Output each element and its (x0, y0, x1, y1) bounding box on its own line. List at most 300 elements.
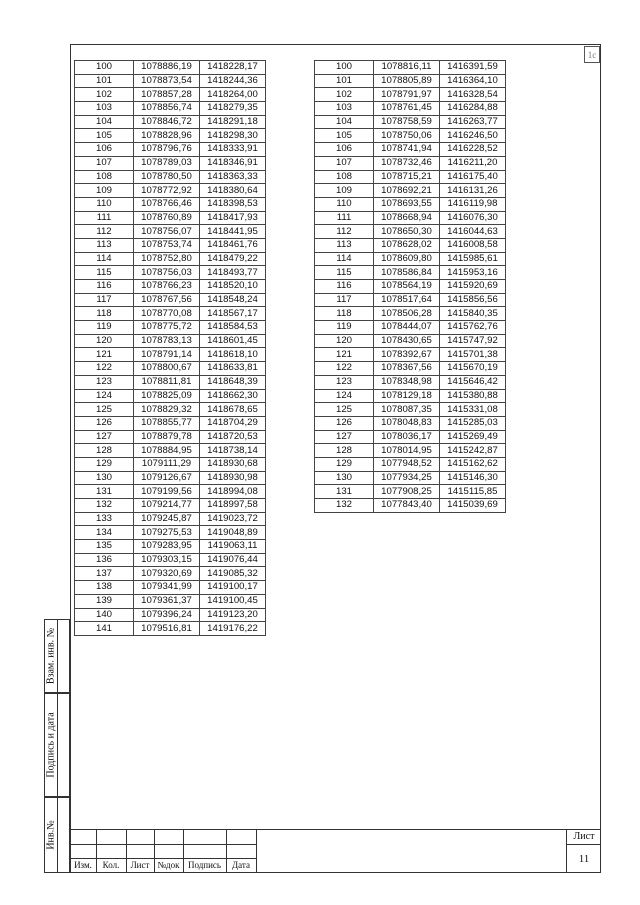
x-coordinate-cell: 1078750,06 (374, 129, 440, 143)
table-row (75, 512, 266, 526)
y-coordinate-cell: 1418398,53 (200, 197, 266, 211)
y-coordinate-cell: 1416284,88 (440, 102, 506, 116)
table-row (315, 444, 506, 458)
table-row (315, 457, 506, 471)
point-number-cell: 108 (315, 170, 374, 184)
y-coordinate-cell: 1416364,10 (440, 74, 506, 88)
point-number-cell: 136 (75, 553, 134, 567)
point-number-cell: 106 (75, 143, 134, 157)
y-coordinate-cell: 1418441,95 (200, 225, 266, 239)
y-coordinate-cell: 1415747,92 (440, 334, 506, 348)
table-row (75, 581, 266, 595)
point-number-cell: 114 (75, 252, 134, 266)
y-coordinate-cell: 1418704,29 (200, 416, 266, 430)
y-coordinate-cell: 1419076,44 (200, 553, 266, 567)
x-coordinate-cell: 1079303,15 (134, 553, 200, 567)
point-number-cell: 130 (315, 471, 374, 485)
y-coordinate-cell: 1415146,30 (440, 471, 506, 485)
x-coordinate-cell: 1078829,32 (134, 403, 200, 417)
coordinates-table-right (314, 60, 506, 513)
x-coordinate-cell: 1079199,56 (134, 485, 200, 499)
point-number-cell: 134 (75, 526, 134, 540)
y-coordinate-cell: 1418279,35 (200, 102, 266, 116)
point-number-cell: 123 (315, 375, 374, 389)
x-coordinate-cell: 1078780,50 (134, 170, 200, 184)
table-row (315, 362, 506, 376)
table-row (315, 471, 506, 485)
x-coordinate-cell: 1078846,72 (134, 115, 200, 129)
y-coordinate-cell: 1418228,17 (200, 61, 266, 75)
point-number-cell: 129 (315, 457, 374, 471)
table-row (75, 499, 266, 513)
y-coordinate-cell: 1418298,30 (200, 129, 266, 143)
x-coordinate-cell: 1078732,46 (374, 156, 440, 170)
y-coordinate-cell: 1415162,62 (440, 457, 506, 471)
y-coordinate-cell: 1416228,52 (440, 143, 506, 157)
x-coordinate-cell: 1078766,23 (134, 280, 200, 294)
y-coordinate-cell: 1416246,50 (440, 129, 506, 143)
x-coordinate-cell: 1078014,95 (374, 444, 440, 458)
table-row (315, 156, 506, 170)
x-coordinate-cell: 1079111,29 (134, 457, 200, 471)
y-coordinate-cell: 1418363,33 (200, 170, 266, 184)
x-coordinate-cell: 1078753,74 (134, 238, 200, 252)
y-coordinate-cell: 1419085,32 (200, 567, 266, 581)
point-number-cell: 119 (315, 321, 374, 335)
y-coordinate-cell: 1418291,18 (200, 115, 266, 129)
y-coordinate-cell: 1418738,14 (200, 444, 266, 458)
y-coordinate-cell: 1418930,98 (200, 471, 266, 485)
y-coordinate-cell: 1416076,30 (440, 211, 506, 225)
point-number-cell: 124 (75, 389, 134, 403)
y-coordinate-cell: 1418461,76 (200, 238, 266, 252)
x-coordinate-cell: 1078087,35 (374, 403, 440, 417)
point-number-cell: 109 (315, 184, 374, 198)
point-number-cell: 115 (315, 266, 374, 280)
point-number-cell: 116 (315, 280, 374, 294)
point-number-cell: 118 (315, 307, 374, 321)
x-coordinate-cell: 1079320,69 (134, 567, 200, 581)
point-number-cell: 114 (315, 252, 374, 266)
point-number-cell: 124 (315, 389, 374, 403)
table-row (315, 61, 506, 75)
y-coordinate-cell: 1416131,26 (440, 184, 506, 198)
x-coordinate-cell: 1079126,67 (134, 471, 200, 485)
point-number-cell: 126 (315, 416, 374, 430)
x-coordinate-cell: 1078506,28 (374, 307, 440, 321)
x-coordinate-cell: 1078693,55 (374, 197, 440, 211)
y-coordinate-cell: 1419100,17 (200, 581, 266, 595)
x-coordinate-cell: 1078766,46 (134, 197, 200, 211)
table-row (75, 567, 266, 581)
table-row (315, 74, 506, 88)
y-coordinate-cell: 1415920,69 (440, 280, 506, 294)
point-number-cell: 101 (315, 74, 374, 88)
table-row (75, 115, 266, 129)
point-number-cell: 119 (75, 321, 134, 335)
table-row (75, 416, 266, 430)
point-number-cell: 100 (75, 61, 134, 75)
x-coordinate-cell: 1078805,89 (374, 74, 440, 88)
table-row (315, 170, 506, 184)
x-coordinate-cell: 1078564,19 (374, 280, 440, 294)
table-row (315, 129, 506, 143)
table-row (75, 156, 266, 170)
y-coordinate-cell: 1415646,42 (440, 375, 506, 389)
x-coordinate-cell: 1079361,37 (134, 594, 200, 608)
table-row (75, 307, 266, 321)
table-row (75, 457, 266, 471)
table-row (75, 170, 266, 184)
stamp-header-ndok: №док (157, 860, 180, 870)
y-coordinate-cell: 1418601,45 (200, 334, 266, 348)
x-coordinate-cell: 1078756,07 (134, 225, 200, 239)
y-coordinate-cell: 1418380,64 (200, 184, 266, 198)
y-coordinate-cell: 1418520,10 (200, 280, 266, 294)
point-number-cell: 125 (315, 403, 374, 417)
point-number-cell: 120 (315, 334, 374, 348)
x-coordinate-cell: 1078761,45 (374, 102, 440, 116)
point-number-cell: 112 (315, 225, 374, 239)
sheet-number-box (566, 829, 601, 873)
y-coordinate-cell: 1416008,58 (440, 238, 506, 252)
point-number-cell: 139 (75, 594, 134, 608)
x-coordinate-cell: 1078668,94 (374, 211, 440, 225)
point-number-cell: 117 (315, 293, 374, 307)
point-number-cell: 121 (315, 348, 374, 362)
sheet-label: Лист (567, 829, 601, 845)
table-row (75, 444, 266, 458)
y-coordinate-cell: 1418548,24 (200, 293, 266, 307)
table-row (315, 184, 506, 198)
point-number-cell: 128 (75, 444, 134, 458)
table-row (75, 102, 266, 116)
point-number-cell: 109 (75, 184, 134, 198)
point-number-cell: 130 (75, 471, 134, 485)
y-coordinate-cell: 1415670,19 (440, 362, 506, 376)
y-coordinate-cell: 1419123,20 (200, 608, 266, 622)
point-number-cell: 108 (75, 170, 134, 184)
point-number-cell: 104 (75, 115, 134, 129)
table-row (75, 362, 266, 376)
table-row (75, 540, 266, 554)
point-number-cell: 121 (75, 348, 134, 362)
x-coordinate-cell: 1078760,89 (134, 211, 200, 225)
point-number-cell: 103 (315, 102, 374, 116)
point-number-cell: 104 (315, 115, 374, 129)
x-coordinate-cell: 1077934,25 (374, 471, 440, 485)
title-block (70, 829, 601, 873)
y-coordinate-cell: 1418662,30 (200, 389, 266, 403)
x-coordinate-cell: 1078741,94 (374, 143, 440, 157)
point-number-cell: 128 (315, 444, 374, 458)
table-row (75, 321, 266, 335)
table-row (75, 143, 266, 157)
y-coordinate-cell: 1418633,81 (200, 362, 266, 376)
y-coordinate-cell: 1416119,98 (440, 197, 506, 211)
x-coordinate-cell: 1078444,07 (374, 321, 440, 335)
point-number-cell: 111 (315, 211, 374, 225)
x-coordinate-cell: 1078816,11 (374, 61, 440, 75)
y-coordinate-cell: 1415331,08 (440, 403, 506, 417)
point-number-cell: 105 (75, 129, 134, 143)
x-coordinate-cell: 1078775,72 (134, 321, 200, 335)
point-number-cell: 123 (75, 375, 134, 389)
point-number-cell: 140 (75, 608, 134, 622)
point-number-cell: 103 (75, 102, 134, 116)
x-coordinate-cell: 1078855,77 (134, 416, 200, 430)
x-coordinate-cell: 1077843,40 (374, 499, 440, 513)
x-coordinate-cell: 1079341,99 (134, 581, 200, 595)
point-number-cell: 126 (75, 416, 134, 430)
sheet-number: 11 (578, 853, 590, 865)
x-coordinate-cell: 1078811,81 (134, 375, 200, 389)
x-coordinate-cell: 1078783,13 (134, 334, 200, 348)
y-coordinate-cell: 1418244,36 (200, 74, 266, 88)
x-coordinate-cell: 1078791,14 (134, 348, 200, 362)
table-row (75, 553, 266, 567)
y-coordinate-cell: 1419063,11 (200, 540, 266, 554)
x-coordinate-cell: 1078825,09 (134, 389, 200, 403)
table-row (315, 252, 506, 266)
x-coordinate-cell: 1078800,67 (134, 362, 200, 376)
table-row (75, 608, 266, 622)
point-number-cell: 131 (315, 485, 374, 499)
table-row (75, 211, 266, 225)
x-coordinate-cell: 1079245,87 (134, 512, 200, 526)
x-coordinate-cell: 1078879,78 (134, 430, 200, 444)
x-coordinate-cell: 1078609,80 (374, 252, 440, 266)
table-row (315, 485, 506, 499)
table-row (315, 143, 506, 157)
x-coordinate-cell: 1078692,21 (374, 184, 440, 198)
y-coordinate-cell: 1418720,53 (200, 430, 266, 444)
point-number-cell: 107 (315, 156, 374, 170)
point-number-cell: 132 (315, 499, 374, 513)
y-coordinate-cell: 1419100,45 (200, 594, 266, 608)
table-row (315, 307, 506, 321)
x-coordinate-cell: 1078772,92 (134, 184, 200, 198)
y-coordinate-cell: 1418618,10 (200, 348, 266, 362)
table-row (75, 88, 266, 102)
y-coordinate-cell: 1418417,93 (200, 211, 266, 225)
table-row (315, 266, 506, 280)
table-row (75, 348, 266, 362)
x-coordinate-cell: 1078348,98 (374, 375, 440, 389)
x-coordinate-cell: 1078129,18 (374, 389, 440, 403)
y-coordinate-cell: 1418930,68 (200, 457, 266, 471)
y-coordinate-cell: 1418994,08 (200, 485, 266, 499)
x-coordinate-cell: 1078886,19 (134, 61, 200, 75)
table-row (315, 348, 506, 362)
table-row (315, 280, 506, 294)
y-coordinate-cell: 1416175,40 (440, 170, 506, 184)
table-row (75, 622, 266, 636)
point-number-cell: 102 (315, 88, 374, 102)
point-number-cell: 141 (75, 622, 134, 636)
table-row (315, 416, 506, 430)
side-label-inv: Инв.№ (45, 820, 57, 850)
point-number-cell: 100 (315, 61, 374, 75)
x-coordinate-cell: 1078856,74 (134, 102, 200, 116)
y-coordinate-cell: 1415039,69 (440, 499, 506, 513)
stamp-header-kol: Кол. (102, 860, 120, 870)
point-number-cell: 117 (75, 293, 134, 307)
point-number-cell: 113 (315, 238, 374, 252)
x-coordinate-cell: 1078430,65 (374, 334, 440, 348)
x-coordinate-cell: 1079275,53 (134, 526, 200, 540)
x-coordinate-cell: 1079396,24 (134, 608, 200, 622)
table-row (315, 389, 506, 403)
x-coordinate-cell: 1078873,54 (134, 74, 200, 88)
x-coordinate-cell: 1078392,67 (374, 348, 440, 362)
page-mark: 1c (584, 46, 600, 63)
table-row (75, 526, 266, 540)
y-coordinate-cell: 1418648,39 (200, 375, 266, 389)
point-number-cell: 138 (75, 581, 134, 595)
x-coordinate-cell: 1078367,56 (374, 362, 440, 376)
table-row (75, 293, 266, 307)
x-coordinate-cell: 1078650,30 (374, 225, 440, 239)
point-number-cell: 131 (75, 485, 134, 499)
point-number-cell: 132 (75, 499, 134, 513)
x-coordinate-cell: 1078758,59 (374, 115, 440, 129)
point-number-cell: 127 (315, 430, 374, 444)
x-coordinate-cell: 1078791,97 (374, 88, 440, 102)
table-row (315, 375, 506, 389)
point-number-cell: 127 (75, 430, 134, 444)
table-row (315, 225, 506, 239)
x-coordinate-cell: 1078586,84 (374, 266, 440, 280)
y-coordinate-cell: 1419176,22 (200, 622, 266, 636)
stamp-header-list: Лист (130, 860, 150, 870)
table-row (75, 129, 266, 143)
side-label-podpis: Подпись и дата (45, 712, 57, 778)
y-coordinate-cell: 1418567,17 (200, 307, 266, 321)
x-coordinate-cell: 1078770,08 (134, 307, 200, 321)
point-number-cell: 106 (315, 143, 374, 157)
x-coordinate-cell: 1078796,76 (134, 143, 200, 157)
table-row (315, 88, 506, 102)
point-number-cell: 137 (75, 567, 134, 581)
y-coordinate-cell: 1415242,87 (440, 444, 506, 458)
table-row (315, 499, 506, 513)
table-row (75, 334, 266, 348)
table-row (315, 102, 506, 116)
point-number-cell: 107 (75, 156, 134, 170)
y-coordinate-cell: 1416044,63 (440, 225, 506, 239)
side-stamp-inv (44, 797, 70, 873)
table-row (75, 61, 266, 75)
y-coordinate-cell: 1415856,56 (440, 293, 506, 307)
table-row (75, 594, 266, 608)
x-coordinate-cell: 1077948,52 (374, 457, 440, 471)
table-row (75, 403, 266, 417)
y-coordinate-cell: 1415701,38 (440, 348, 506, 362)
x-coordinate-cell: 1078517,64 (374, 293, 440, 307)
point-number-cell: 135 (75, 540, 134, 554)
y-coordinate-cell: 1416211,20 (440, 156, 506, 170)
point-number-cell: 110 (75, 197, 134, 211)
y-coordinate-cell: 1415953,16 (440, 266, 506, 280)
y-coordinate-cell: 1418264,00 (200, 88, 266, 102)
point-number-cell: 122 (315, 362, 374, 376)
x-coordinate-cell: 1078036,17 (374, 430, 440, 444)
table-row (315, 115, 506, 129)
x-coordinate-cell: 1077908,25 (374, 485, 440, 499)
point-number-cell: 113 (75, 238, 134, 252)
table-row (315, 197, 506, 211)
y-coordinate-cell: 1415115,85 (440, 485, 506, 499)
table-row (75, 389, 266, 403)
stamp-header-izm: Изм. (74, 860, 92, 870)
table-row (75, 252, 266, 266)
stamp-header-data: Дата (232, 860, 250, 870)
stamp-header-podpis: Подпись (187, 860, 222, 870)
table-row (75, 184, 266, 198)
y-coordinate-cell: 1416328,54 (440, 88, 506, 102)
point-number-cell: 102 (75, 88, 134, 102)
table-row (315, 334, 506, 348)
table-row (75, 266, 266, 280)
point-number-cell: 122 (75, 362, 134, 376)
table-row (75, 430, 266, 444)
point-number-cell: 111 (75, 211, 134, 225)
table-row (75, 485, 266, 499)
point-number-cell: 133 (75, 512, 134, 526)
table-row (315, 238, 506, 252)
side-stamp-vzam (44, 619, 70, 693)
point-number-cell: 115 (75, 266, 134, 280)
x-coordinate-cell: 1078715,21 (374, 170, 440, 184)
point-number-cell: 118 (75, 307, 134, 321)
point-number-cell: 116 (75, 280, 134, 294)
y-coordinate-cell: 1418493,77 (200, 266, 266, 280)
x-coordinate-cell: 1078752,80 (134, 252, 200, 266)
table-row (75, 74, 266, 88)
point-number-cell: 105 (315, 129, 374, 143)
table-row (315, 430, 506, 444)
side-stamp-podpis (44, 693, 70, 797)
table-row (315, 211, 506, 225)
y-coordinate-cell: 1418678,65 (200, 403, 266, 417)
x-coordinate-cell: 1078048,83 (374, 416, 440, 430)
y-coordinate-cell: 1418997,58 (200, 499, 266, 513)
y-coordinate-cell: 1419023,72 (200, 512, 266, 526)
y-coordinate-cell: 1415269,49 (440, 430, 506, 444)
y-coordinate-cell: 1418479,22 (200, 252, 266, 266)
table-row (75, 197, 266, 211)
table-row (315, 293, 506, 307)
y-coordinate-cell: 1415985,61 (440, 252, 506, 266)
table-row (75, 238, 266, 252)
y-coordinate-cell: 1416263,77 (440, 115, 506, 129)
x-coordinate-cell: 1078884,95 (134, 444, 200, 458)
point-number-cell: 120 (75, 334, 134, 348)
point-number-cell: 112 (75, 225, 134, 239)
y-coordinate-cell: 1415762,76 (440, 321, 506, 335)
side-label-vzam: Взам. инв. № (45, 627, 57, 685)
x-coordinate-cell: 1078789,03 (134, 156, 200, 170)
x-coordinate-cell: 1078828,96 (134, 129, 200, 143)
table-row (315, 321, 506, 335)
y-coordinate-cell: 1415380,88 (440, 389, 506, 403)
y-coordinate-cell: 1419048,89 (200, 526, 266, 540)
x-coordinate-cell: 1078628,02 (374, 238, 440, 252)
y-coordinate-cell: 1418333,91 (200, 143, 266, 157)
x-coordinate-cell: 1078767,56 (134, 293, 200, 307)
point-number-cell: 110 (315, 197, 374, 211)
